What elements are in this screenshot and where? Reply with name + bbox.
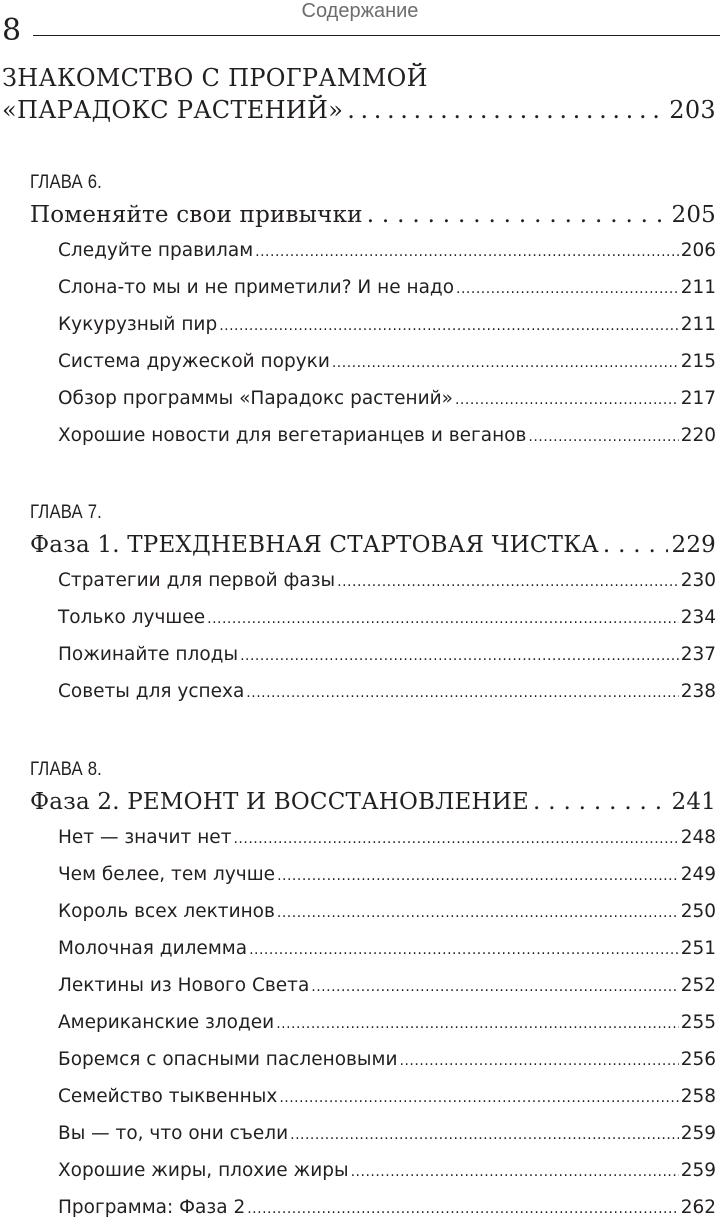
entry-page: 262 [680,1197,716,1218]
dot-leader [279,1078,678,1117]
entry-title: Слона-то мы и не приметили? И не надо [58,277,455,298]
toc-entry [58,856,716,893]
entry-page: 251 [680,938,716,959]
chapter-title [30,528,716,562]
entry-title: Пожинайте плоды [58,644,239,665]
entry-page: 238 [680,681,716,702]
toc-entry [58,1078,716,1115]
dot-leader [277,893,679,932]
chapter-title [30,785,716,819]
entry-page: 217 [680,388,716,409]
entry-title: Хорошие новости для вегетарианцев и веганов [58,425,527,446]
entry-title: Система дружеской поруки [58,351,330,372]
running-title: Содержание [301,0,419,22]
dot-leader [255,232,679,271]
part-title-line1: ЗНАКОМСТВО С ПРОГРАММОЙ [2,64,428,92]
toc-entry [58,1004,716,1041]
entry-title: Король всех лектинов [58,901,275,922]
entry-page: 259 [680,1160,716,1181]
entry-page: 249 [680,864,716,885]
section-list [30,562,716,710]
toc-entry [58,232,716,269]
entry-title: Чем белее, тем лучше [58,864,276,885]
dot-leader [249,930,679,969]
dot-leader [276,1004,679,1043]
entry-title: Хорошие жиры, плохие жиры [58,1160,349,1181]
dot-leader [528,417,678,456]
header-rule [33,35,720,36]
entry-page: 237 [680,644,716,665]
entry-title: Лектины из Нового Света [58,975,310,996]
entry-title: Вы — то, что они съели [58,1123,289,1144]
chapter-title [30,198,716,232]
dot-leader [455,380,679,419]
dot-leader [456,269,679,308]
chapter-title-text: Поменяйте свои привычки [30,202,363,228]
chapter-page-number: 229 [671,532,716,558]
toc-entry [58,1152,716,1189]
entry-page: 256 [680,1049,716,1070]
part-page-number: 203 [669,96,716,124]
dot-leader [247,1189,678,1228]
entry-page: 250 [680,901,716,922]
toc-entry [58,930,716,967]
part-title-line2 [2,94,716,126]
dot-leader [400,1041,679,1080]
entry-page: 211 [680,277,716,298]
section-list [30,819,716,1226]
chapter-label: ГЛАВА 6. [30,172,102,193]
entry-page: 206 [680,240,716,261]
chapter-page-number: 241 [671,789,716,815]
toc-entry [58,343,716,380]
entry-title: Нет — значит нет [58,827,232,848]
part-heading [2,62,716,126]
toc-entry [58,1189,716,1226]
page-number: 8 [2,13,22,48]
entry-title: Боремся с опасными пасленовыми [58,1049,398,1070]
dot-leader [533,785,668,819]
dot-leader [207,599,679,638]
chapter-label: ГЛАВА 8. [30,759,102,780]
chapter-6 [30,172,716,454]
entry-title: Программа: Фаза 2 [58,1197,246,1218]
entry-page: 220 [680,425,716,446]
toc-entry [58,306,716,343]
toc-entry [58,417,716,454]
toc-entry [58,967,716,1004]
dot-leader [337,562,679,601]
chapter-title-text: Фаза 1. ТРЕХДНЕВНАЯ СТАРТОВАЯ ЧИСТКА [30,532,599,558]
dot-leader [351,1152,679,1191]
dot-leader [311,967,678,1006]
toc-entry [58,893,716,930]
dot-leader [603,528,668,562]
chapter-page-number: 205 [671,202,716,228]
dot-leader [332,343,679,382]
dot-leader [290,1115,679,1154]
toc-entry [58,562,716,599]
section-list [30,232,716,454]
toc-entry [58,636,716,673]
dot-leader [240,636,679,675]
entry-title: Кукурузный пир [58,314,218,335]
toc-entry [58,819,716,856]
toc-entry [58,269,716,306]
toc-entry [58,1041,716,1078]
dot-leader [277,856,679,895]
entry-title: Советы для успеха [58,681,245,702]
dot-leader [246,673,678,712]
entry-page: 230 [680,570,716,591]
chapter-7 [30,502,716,710]
entry-title: Стратегии для первой фазы [58,570,336,591]
entry-page: 258 [680,1086,716,1107]
entry-title: Только лучшее [58,607,206,628]
entry-page: 234 [680,607,716,628]
toc-entry [58,380,716,417]
toc-entry [58,1115,716,1152]
entry-page: 248 [680,827,716,848]
dot-leader [367,198,668,232]
entry-title: Американские злодеи [58,1012,275,1033]
dot-leader [233,819,678,858]
chapter-title-text: Фаза 2. РЕМОНТ И ВОССТАНОВЛЕНИЕ [30,789,529,815]
part-title-text: «ПАРАДОКС РАСТЕНИЙ» [2,96,344,124]
chapter-label: ГЛАВА 7. [30,502,102,523]
entry-title: Молочная дилемма [58,938,248,959]
entry-page: 252 [680,975,716,996]
entry-title: Обзор программы «Парадокс растений» [58,388,453,409]
entry-page: 255 [680,1012,716,1033]
entry-title: Семейство тыквенных [58,1086,278,1107]
chapter-8 [30,759,716,1226]
dot-leader [219,306,678,345]
entry-page: 215 [680,351,716,372]
dot-leader [347,94,665,126]
toc-entry [58,599,716,636]
entry-page: 259 [680,1123,716,1144]
page-header [0,0,720,48]
entry-page: 211 [680,314,716,335]
toc-entry [58,673,716,710]
entry-title: Следуйте правилам [58,240,254,261]
